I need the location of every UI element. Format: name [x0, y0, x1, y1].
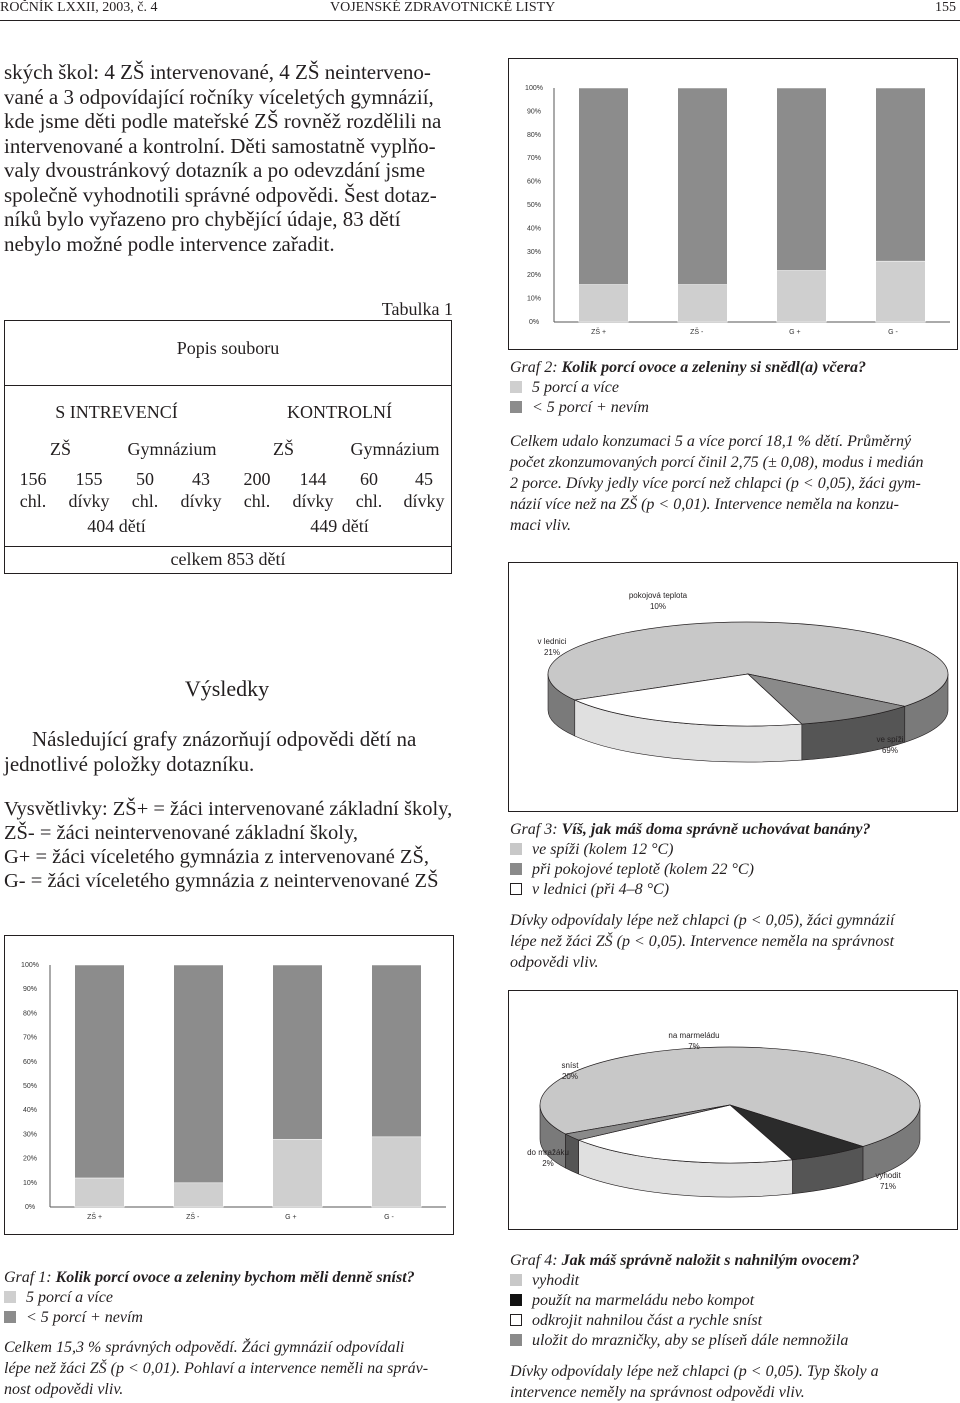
- table-cell: 43 dívky: [180, 469, 222, 511]
- y-tick-label: 0%: [528, 319, 540, 326]
- x-tick-label: G +: [285, 1214, 297, 1221]
- intro-line: ských škol: 4 ZŠ intervenované, 4 ZŠ neinterveno-: [4, 60, 431, 84]
- graf1-legend-row: 5 porcí a více: [4, 1288, 456, 1308]
- slice-value-label: 10%: [649, 602, 667, 611]
- intro-line: společně vyhodnotili správné odpovědi. Šest dotaz-: [4, 182, 437, 207]
- legend-swatch: [510, 883, 522, 895]
- running-head-left: ROČNÍK LXXII, 2003, č. 4: [0, 0, 158, 15]
- graf1-text-line: nost odpovědi vliv.: [4, 1381, 124, 1398]
- table-cell: 60 chl.: [355, 469, 383, 511]
- slice-label: pokojová teplota: [628, 591, 688, 600]
- total-all: celkem 853 dětí: [170, 549, 286, 569]
- intro-line: intervenované a kontrolní. Děti samostatně vyplňo-: [4, 133, 436, 158]
- y-tick-label: 70%: [22, 1034, 38, 1042]
- results-line: jednotlivé položky dotazníku.: [4, 751, 255, 776]
- slice-label: sníst: [561, 1061, 579, 1070]
- slice-value-label: 7%: [688, 1042, 700, 1051]
- intro-line: vané a 3 odpovídající ročníky víceletých gymnázií,: [4, 84, 434, 109]
- table-cell: 45 dívky: [403, 469, 445, 511]
- legend-swatch: [4, 1311, 16, 1323]
- intro-line: kde jsme děti podle mateřské ZŠ rovněž rozdělili na: [4, 109, 442, 133]
- legend-swatch: [510, 1274, 522, 1286]
- table-cell: 144 dívky: [292, 469, 334, 511]
- graf2-legend-row: 5 porcí a více: [510, 378, 960, 398]
- bar-segment: [273, 1139, 323, 1207]
- graf2-caption: [510, 358, 960, 418]
- graf3-label: Graf 3:: [510, 821, 558, 838]
- graf4-caption: [510, 1251, 960, 1351]
- x-tick-label: ZŠ -: [690, 329, 704, 336]
- x-tick-label: ZŠ +: [87, 1214, 103, 1221]
- legend-swatch: [510, 381, 522, 393]
- bar-segment: [174, 1183, 224, 1207]
- graf1-caption: [4, 1268, 456, 1328]
- intro-line: valy dvoustránkový dotazník a po odevzdání jsme: [4, 158, 426, 182]
- graf4-legend-row: odkrojit nahnilou část a rychle sníst: [510, 1311, 960, 1331]
- y-tick-label: 20%: [22, 1155, 38, 1163]
- graf1-legend-row: < 5 porcí + nevím: [4, 1308, 456, 1328]
- y-tick-label: 40%: [22, 1107, 38, 1115]
- bar-segment: [777, 88, 827, 271]
- graf4-legend-row: použít na marmeládu nebo kompot: [510, 1291, 960, 1311]
- bar-segment: [174, 965, 224, 1183]
- table-title: Popis souboru: [176, 338, 280, 358]
- graf4-legend-row: uložit do mrazničky, aby se plíseň dále nemnožila: [510, 1331, 960, 1351]
- group-intervention: S INTREVENCÍ: [55, 402, 178, 422]
- table-box: [4, 320, 452, 574]
- bar-segment: [273, 965, 323, 1139]
- y-tick-label: 90%: [22, 986, 38, 994]
- bar-segment: [777, 271, 827, 322]
- graf3-legend-row: při pokojové teplotě (kolem 22 °C): [510, 860, 960, 880]
- graf1-text: [4, 1337, 456, 1400]
- sub-zs-a: ZŠ: [49, 439, 71, 459]
- y-tick-label: 60%: [22, 1058, 38, 1066]
- graf2-text-line: názií více než na ZŠ (p < 0,01). Intervence neměla na konzu-: [510, 496, 899, 513]
- slice-value-label: 69%: [881, 746, 899, 755]
- graf2-title: Kolik porcí ovoce a zeleniny si snědl(a) včera?: [561, 359, 866, 376]
- bar-segment: [678, 88, 728, 285]
- y-tick-label: 60%: [526, 178, 542, 186]
- slice-label: do mražáku: [527, 1148, 569, 1157]
- y-tick-label: 70%: [526, 155, 542, 163]
- legend-swatch: [510, 863, 522, 875]
- y-tick-label: 100%: [525, 85, 543, 92]
- legend-swatch: [510, 843, 522, 855]
- table-cell: 155 dívky: [68, 469, 110, 511]
- legend-swatch: [4, 1291, 16, 1303]
- y-tick-label: 50%: [22, 1083, 38, 1090]
- page-number: 155: [935, 0, 956, 15]
- section-heading: Výsledky: [184, 676, 270, 701]
- results-line: Následující grafy znázorňují odpovědi dětí na: [32, 727, 417, 751]
- graf4-text-line: Dívky odpovídaly lépe než chlapci (p < 0,05). Typ školy a: [510, 1363, 879, 1380]
- legend-swatch: [510, 1334, 522, 1346]
- y-tick-label: 10%: [526, 295, 542, 303]
- graf3-caption: [510, 820, 960, 900]
- x-tick-label: ZŠ +: [591, 329, 607, 336]
- graf3-text-line: Dívky odpovídaly lépe než chlapci (p < 0,05), žáci gymnázií: [510, 912, 895, 929]
- intro-line: níků bylo vyřazeno pro chybějící údaje, 83 dětí: [4, 207, 401, 231]
- graf3-text: [510, 910, 960, 973]
- y-tick-label: 30%: [22, 1131, 38, 1139]
- graf2-text-line: počet zkonzumovaných porcí činil 2,75 (± 0,08), modus i medián: [510, 454, 924, 471]
- y-tick-label: 40%: [526, 225, 542, 233]
- legend-swatch: [510, 1294, 522, 1306]
- graf2-chart: [508, 58, 958, 350]
- total-intervention: 404 dětí: [87, 516, 146, 536]
- table-cell: 200 chl.: [243, 469, 271, 511]
- bar-segment: [579, 285, 629, 322]
- graf1-text-line: Celkem 15,3 % správných odpovědí. Žáci gymnázií odpovídali: [4, 1339, 405, 1356]
- y-tick-label: 0%: [24, 1204, 36, 1211]
- explanation-line: G- = žáci víceletého gymnázia z neintervenované ZŠ: [4, 870, 439, 892]
- table-label: Tabulka 1: [381, 299, 453, 319]
- y-tick-label: 30%: [526, 248, 542, 256]
- y-tick-label: 50%: [526, 202, 542, 209]
- results-paragraph: [4, 727, 454, 776]
- bar-segment: [579, 88, 629, 285]
- graf4-legend-row: vyhodit: [510, 1271, 960, 1291]
- legend-swatch: [510, 1314, 522, 1326]
- bar-segment: [372, 965, 422, 1137]
- graf4-title: Jak máš správně naložit s nahnilým ovocem?: [561, 1252, 860, 1269]
- slice-label: v lednici: [537, 637, 567, 646]
- graf1-label: Graf 1:: [4, 1269, 52, 1286]
- graf2-text-line: Celkem udalo konzumaci 5 a více porcí 18,1 % dětí. Průměrný: [510, 433, 912, 450]
- slice-value-label: 2%: [542, 1159, 554, 1168]
- slice-label: ve spíži: [876, 735, 904, 744]
- table-cell: 50 chl.: [131, 469, 159, 511]
- graf2-text-line: 2 porce. Dívky jedly více porcí než chlapci (p < 0,05), žáci gym-: [510, 475, 921, 492]
- total-control: 449 dětí: [310, 516, 369, 536]
- graf2-legend-row: < 5 porcí + nevím: [510, 398, 960, 418]
- x-tick-label: G -: [888, 329, 898, 336]
- graf3-text-line: odpovědi vliv.: [510, 954, 599, 971]
- x-tick-label: G -: [384, 1214, 394, 1221]
- graf4-label: Graf 4:: [510, 1252, 558, 1269]
- explanation-line: ZŠ- = žáci neintervenované základní školy,: [4, 822, 359, 844]
- bar-segment: [372, 1137, 422, 1207]
- journal-title: VOJENSKÉ ZDRAVOTNICKÉ LISTY: [330, 0, 556, 15]
- slice-label: na marmeládu: [668, 1031, 720, 1040]
- graf3-chart: [508, 562, 958, 812]
- legend-swatch: [510, 401, 522, 413]
- bar-segment: [75, 965, 125, 1178]
- graf3-text-line: lépe než žáci ZŠ (p < 0,05). Intervence neměla na správnost: [510, 933, 895, 950]
- x-tick-label: G +: [789, 329, 801, 336]
- bar-segment: [678, 285, 728, 322]
- graf4-text: [510, 1361, 960, 1403]
- graf1-title: Kolik porcí ovoce a zeleniny bychom měli denně sníst?: [55, 1269, 415, 1286]
- y-tick-label: 100%: [21, 962, 39, 969]
- slice-value-label: 20%: [561, 1072, 579, 1081]
- legend-explanation: [4, 797, 459, 893]
- sub-zs-b: ZŠ: [272, 439, 294, 459]
- sub-gym-b: Gymnázium: [350, 439, 440, 459]
- graf2-text: [510, 431, 960, 536]
- sub-gym-a: Gymnázium: [127, 439, 217, 459]
- y-tick-label: 20%: [526, 272, 542, 280]
- explanation-line: Vysvětlivky: ZŠ+ = žáci intervenované základní školy,: [4, 798, 453, 820]
- explanation-line: G+ = žáci víceletého gymnázia z intervenované ZŠ,: [4, 846, 429, 868]
- graf2-text-line: maci vliv.: [510, 517, 572, 534]
- intro-paragraph: [4, 60, 454, 256]
- x-tick-label: ZŠ -: [186, 1214, 200, 1221]
- graf1-chart: [4, 935, 454, 1235]
- group-control: KONTROLNÍ: [287, 402, 392, 422]
- graf3-legend-row: v lednici (při 4–8 °C): [510, 880, 960, 900]
- table-rule: [5, 546, 451, 547]
- graf2-label: Graf 2:: [510, 359, 558, 376]
- header-rule: [0, 20, 960, 21]
- slice-value-label: 21%: [543, 648, 561, 657]
- y-tick-label: 10%: [22, 1179, 38, 1187]
- y-tick-label: 80%: [22, 1010, 38, 1018]
- bar-segment: [75, 1178, 125, 1207]
- slice-label: vyhodit: [875, 1171, 901, 1180]
- y-tick-label: 80%: [526, 131, 542, 139]
- slice-value-label: 71%: [879, 1182, 897, 1191]
- y-tick-label: 90%: [526, 108, 542, 116]
- table-rule: [5, 385, 451, 386]
- graf1-text-line: lépe než žáci ZŠ (p < 0,01). Pohlaví a intervence neměli na správ-: [4, 1360, 429, 1377]
- bar-segment: [876, 261, 926, 322]
- graf4-chart: [508, 990, 958, 1230]
- table-cell: 156 chl.: [19, 469, 47, 511]
- graf3-title: Víš, jak máš doma správně uchovávat banány?: [561, 821, 871, 838]
- bar-segment: [876, 88, 926, 261]
- intro-line: nebylo možné podle intervence zařadit.: [4, 231, 335, 256]
- graf3-legend-row: ve spíži (kolem 12 °C): [510, 840, 960, 860]
- graf4-text-line: intervence neměly na správnost odpovědi vliv.: [510, 1384, 805, 1401]
